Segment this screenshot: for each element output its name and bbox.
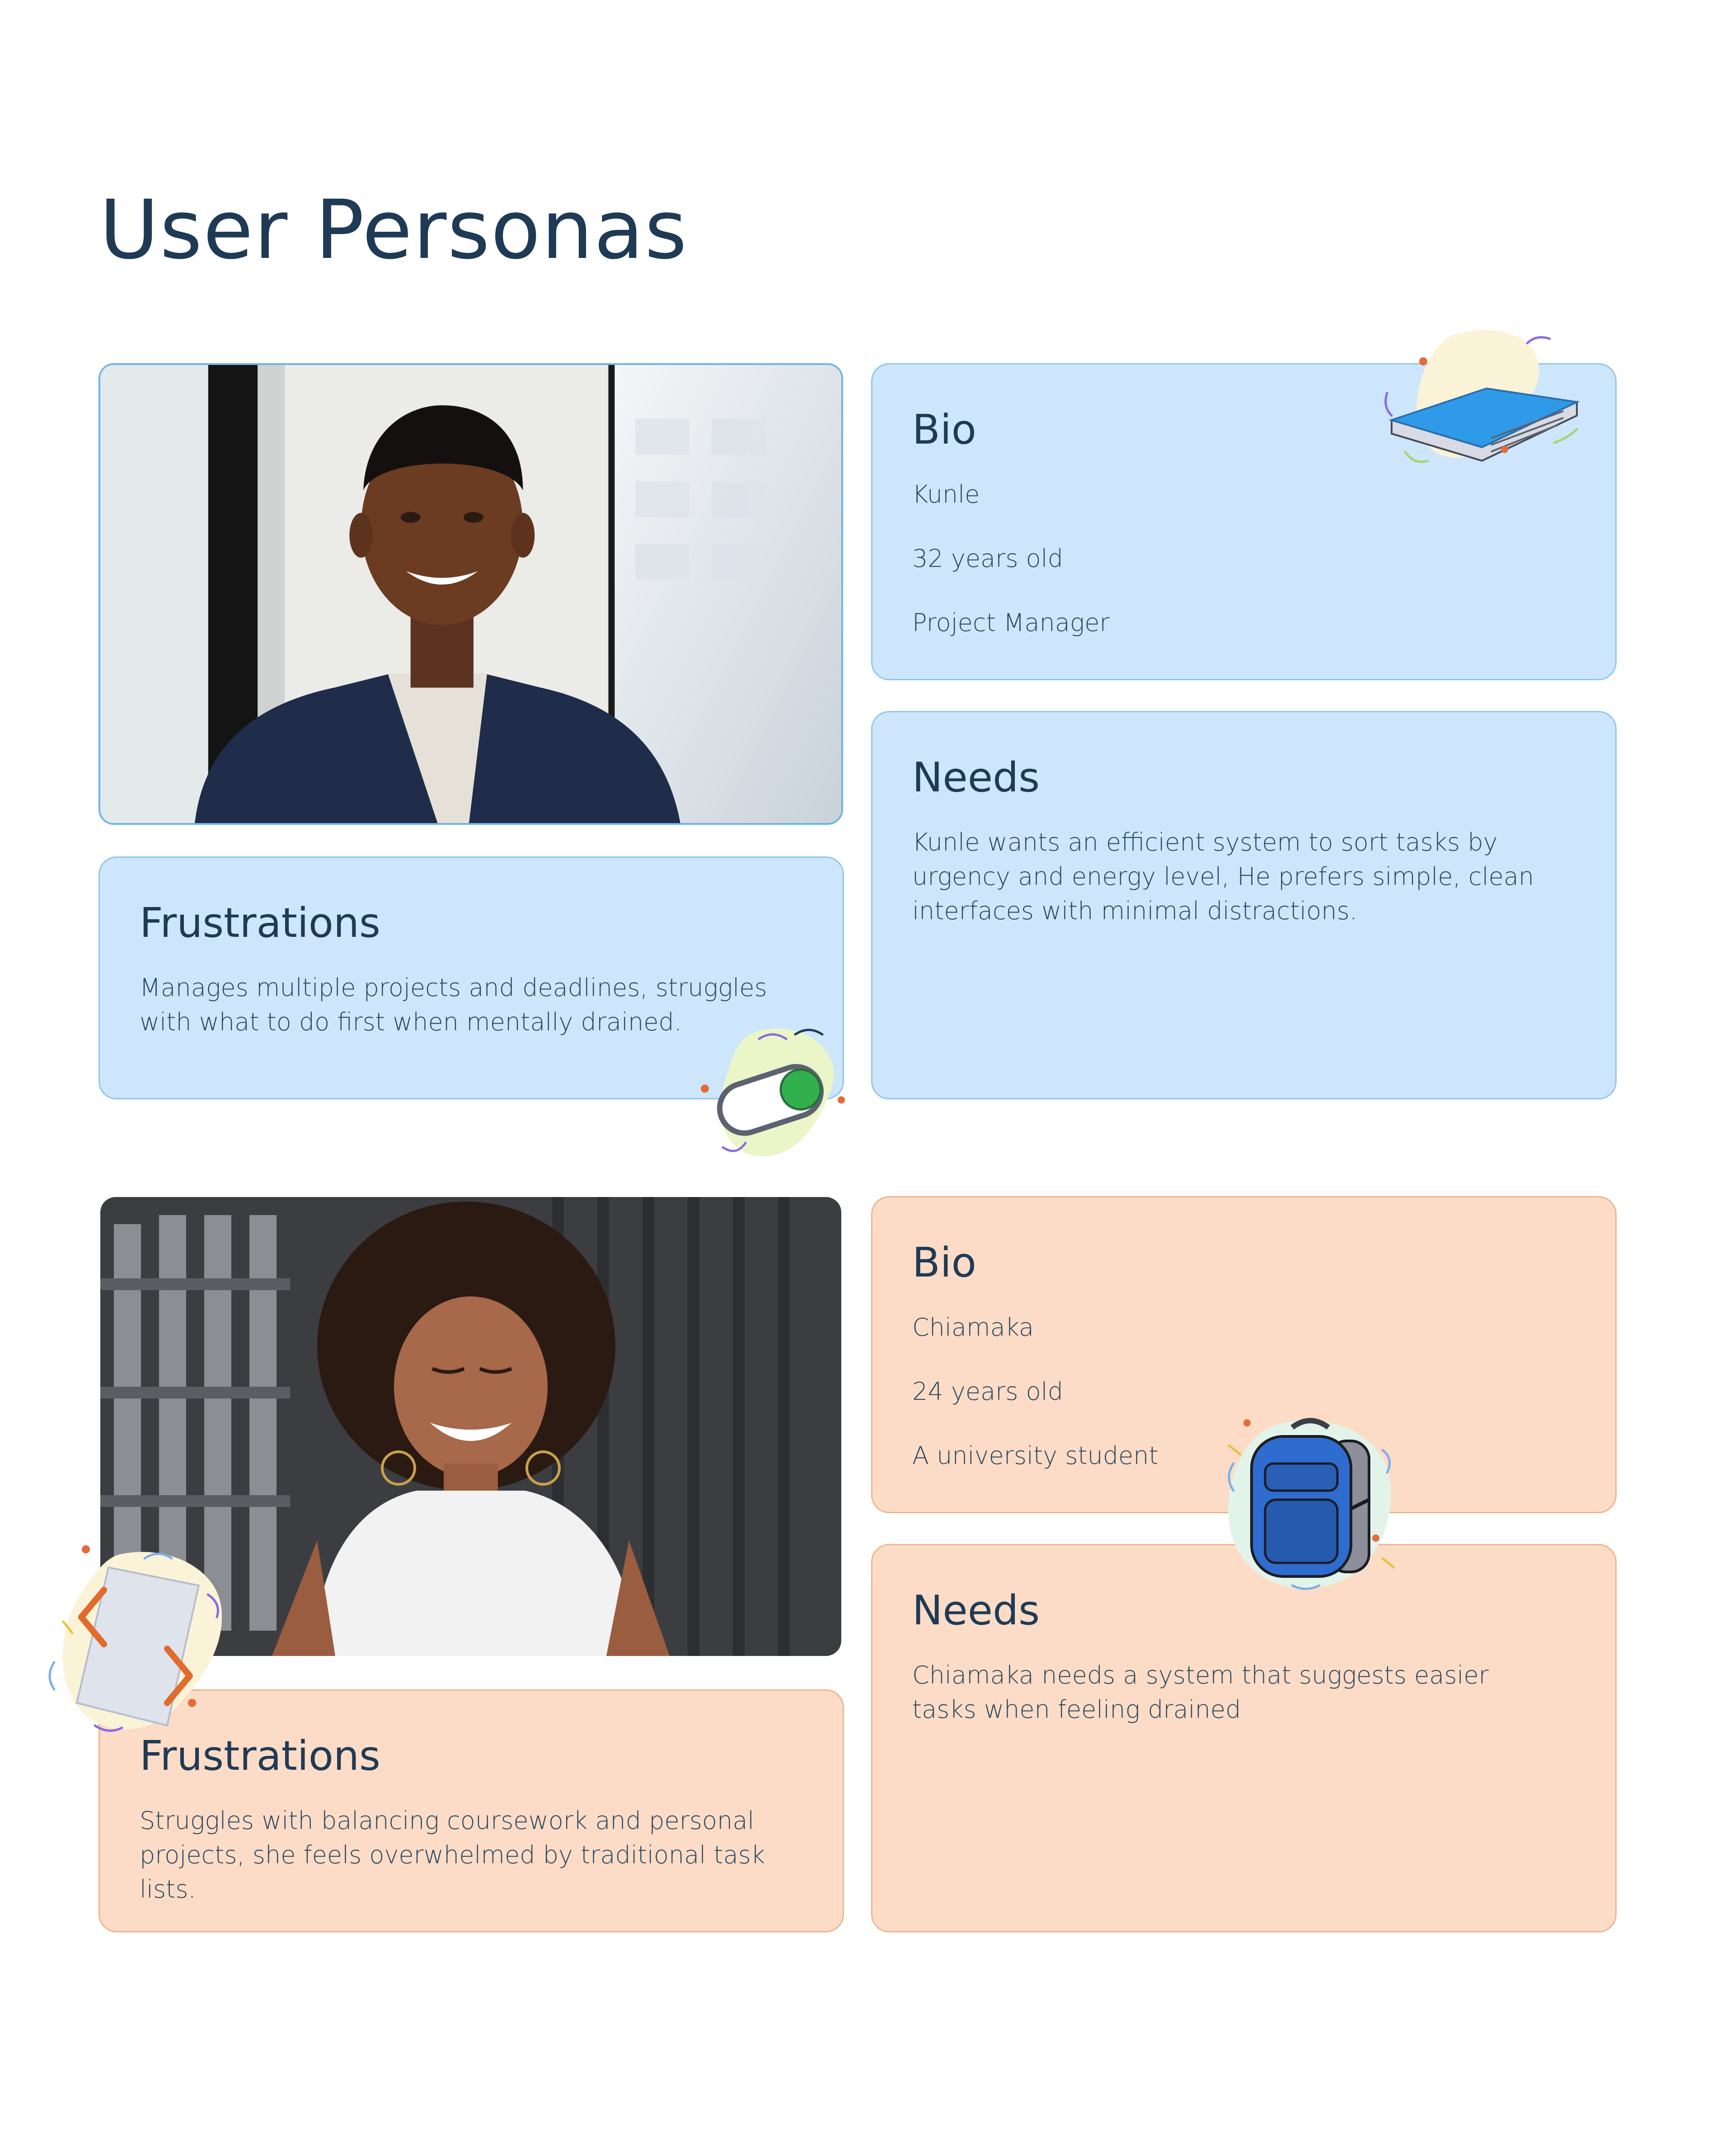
frustrations-text: Manages multiple projects and deadlines, struggles with what to do first when mentally drained. <box>140 973 767 1036</box>
frustrations-heading: Frustrations <box>140 1732 380 1780</box>
backpack-icon <box>1215 1409 1405 1599</box>
book-icon <box>1378 325 1586 479</box>
persona-photo-kunle <box>98 363 843 825</box>
needs-text: Kunle wants an efficient system to sort tasks by urgency and energy level, He prefers simple, clean interfaces with minimal distractions. <box>912 828 1534 925</box>
bio-age: 32 years old <box>912 544 1063 573</box>
bio-heading: Bio <box>912 1239 976 1286</box>
bio-role: A university student <box>912 1441 1158 1470</box>
bio-age: 24 years old <box>912 1377 1063 1406</box>
needs-card-kunle <box>871 711 1617 1099</box>
bio-heading: Bio <box>912 406 976 454</box>
needs-text: Chiamaka needs a system that suggests easier tasks when feeling drained <box>912 1661 1489 1724</box>
code-document-icon <box>36 1536 244 1744</box>
bio-name: Kunle <box>912 480 980 509</box>
frustrations-text: Struggles with balancing coursework and personal projects, she feels overwhelmed by traditional task lists. <box>140 1806 765 1903</box>
toggle-switch-icon <box>696 1021 849 1170</box>
page-title: User Personas <box>99 183 688 277</box>
needs-card-chiamaka <box>871 1544 1617 1932</box>
bio-role: Project Manager <box>912 608 1110 637</box>
bio-name: Chiamaka <box>912 1313 1034 1342</box>
needs-heading: Needs <box>912 1587 1040 1634</box>
frustrations-heading: Frustrations <box>140 899 380 947</box>
needs-heading: Needs <box>912 754 1040 801</box>
